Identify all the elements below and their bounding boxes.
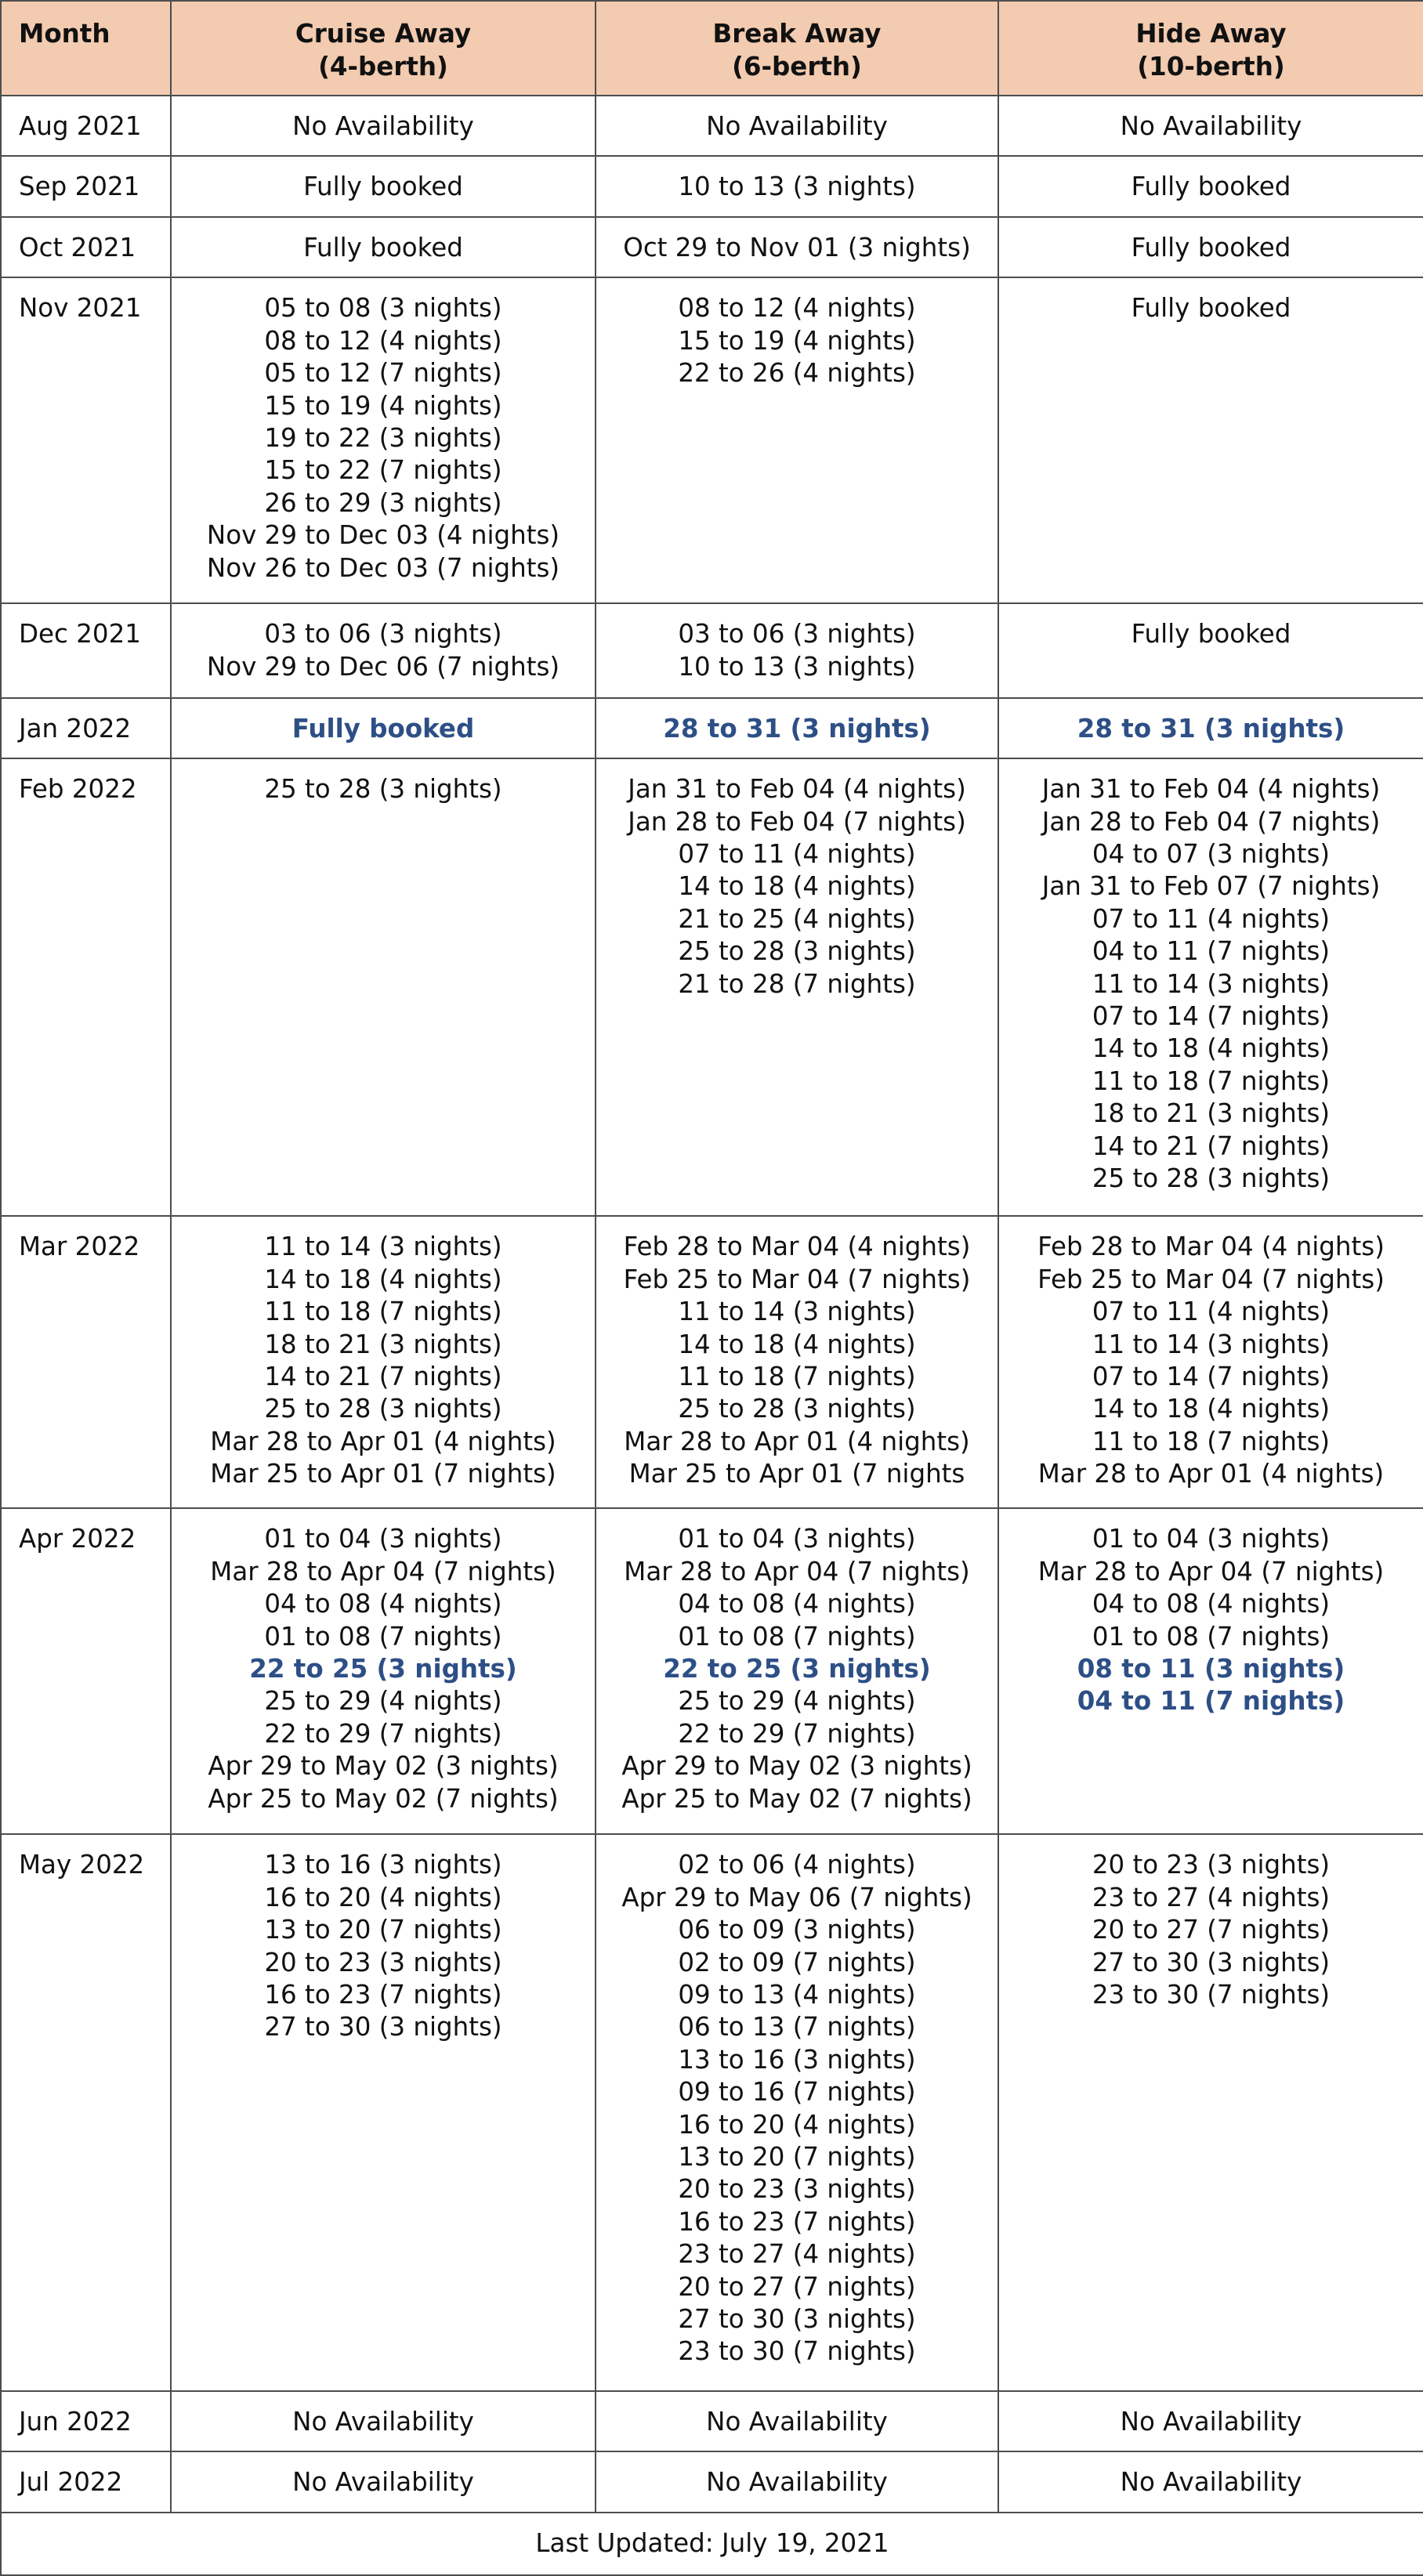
table-row <box>1 1834 1423 2391</box>
date-range: 11 to 14 (3 nights) <box>1092 968 1331 999</box>
date-range: 13 to 16 (3 nights) <box>678 2044 916 2075</box>
date-range: 07 to 11 (4 nights) <box>1092 1297 1331 1327</box>
table-row <box>1 758 1423 1216</box>
availability-cell-break-away <box>596 156 998 216</box>
date-range: 08 to 12 (4 nights) <box>264 325 502 356</box>
date-range: Jan 31 to Feb 04 (4 nights) <box>628 774 966 805</box>
header-row <box>1 1 1423 96</box>
date-range: 06 to 09 (3 nights) <box>678 1915 916 1945</box>
date-range: 20 to 27 (7 nights) <box>1092 1915 1331 1945</box>
date-range: Fully booked <box>303 172 463 202</box>
date-range: Fully booked <box>1131 232 1291 262</box>
date-range: 01 to 04 (3 nights) <box>678 1524 916 1554</box>
date-range: 22 to 26 (4 nights) <box>678 358 916 389</box>
date-range: 25 to 28 (3 nights) <box>264 774 502 805</box>
month-cell: May 2022 <box>1 1834 171 2391</box>
date-range: 25 to 28 (3 nights) <box>264 1394 502 1424</box>
highlighted-date-range: 28 to 31 (3 nights) <box>1077 713 1345 743</box>
highlighted-date-range: 28 to 31 (3 nights) <box>663 713 931 743</box>
date-range: Mar 28 to Apr 04 (7 nights) <box>1037 1556 1385 1586</box>
date-range: 25 to 28 (3 nights) <box>678 936 916 967</box>
date-range: Feb 28 to Mar 04 (4 nights) <box>1037 1232 1385 1262</box>
availability-cell-break-away <box>596 217 998 277</box>
availability-cell-break-away <box>596 1216 998 1508</box>
date-range: 23 to 30 (7 nights) <box>678 2336 916 2367</box>
date-range: Feb 25 to Mar 04 (7 nights) <box>1037 1264 1385 1294</box>
availability-cell-cruise-away <box>171 156 596 216</box>
column-header-hide-away <box>998 1 1423 96</box>
date-range: 06 to 13 (7 nights) <box>678 2012 916 2042</box>
date-range: No Availability <box>706 111 888 141</box>
date-range: 14 to 18 (4 nights) <box>678 871 916 902</box>
availability-cell-cruise-away <box>171 698 596 758</box>
availability-cell-cruise-away <box>171 1508 596 1834</box>
availability-cell-hide-away <box>998 698 1423 758</box>
date-range: 25 to 29 (4 nights) <box>264 1686 502 1717</box>
availability-cell-break-away <box>596 1834 998 2391</box>
highlighted-date-range: 22 to 25 (3 nights) <box>249 1654 517 1684</box>
date-range: Jan 31 to Feb 04 (4 nights) <box>1041 774 1381 805</box>
date-range: 09 to 16 (7 nights) <box>678 2077 916 2107</box>
availability-cell-hide-away <box>998 2451 1423 2513</box>
date-range: 04 to 11 (7 nights) <box>1092 936 1331 967</box>
availability-cell-break-away <box>596 96 998 156</box>
date-range: 07 to 11 (4 nights) <box>1092 903 1331 934</box>
table-row <box>1 96 1423 156</box>
date-range: 16 to 20 (4 nights) <box>678 2109 916 2140</box>
availability-cell-hide-away <box>998 156 1423 216</box>
availability-cell-hide-away <box>998 1216 1423 1508</box>
date-range: 01 to 04 (3 nights) <box>1092 1524 1331 1554</box>
date-range: No Availability <box>292 111 474 141</box>
date-range: 04 to 08 (4 nights) <box>264 1589 502 1619</box>
table-row <box>1 277 1423 603</box>
date-range: Apr 29 to May 02 (3 nights) <box>621 1751 972 1782</box>
date-range: 14 to 21 (7 nights) <box>264 1361 502 1391</box>
availability-cell-hide-away <box>998 217 1423 277</box>
table-row <box>1 1508 1423 1834</box>
availability-cell-hide-away <box>998 277 1423 603</box>
date-range: No Availability <box>1120 2467 1302 2498</box>
availability-cell-cruise-away <box>171 2391 596 2451</box>
date-range: 16 to 20 (4 nights) <box>264 1882 502 1912</box>
date-range: Fully booked <box>1131 293 1291 324</box>
date-range: 09 to 13 (4 nights) <box>678 1980 916 2010</box>
date-range: 11 to 18 (7 nights) <box>1092 1426 1331 1456</box>
month-cell: Apr 2022 <box>1 1508 171 1834</box>
date-range: 16 to 23 (7 nights) <box>264 1980 502 2010</box>
month-cell: Dec 2021 <box>1 603 171 697</box>
date-range: Nov 29 to Dec 06 (7 nights) <box>206 651 560 682</box>
highlighted-date-range: 22 to 25 (3 nights) <box>663 1654 931 1684</box>
date-range: 14 to 21 (7 nights) <box>1092 1131 1331 1161</box>
date-range: 16 to 23 (7 nights) <box>678 2206 916 2237</box>
availability-cell-break-away <box>596 2451 998 2513</box>
date-range: Feb 28 to Mar 04 (4 nights) <box>623 1232 971 1262</box>
date-range: Fully booked <box>1131 172 1291 202</box>
table-row <box>1 698 1423 758</box>
column-header-break-away <box>596 1 998 96</box>
month-cell: Feb 2022 <box>1 758 171 1216</box>
highlighted-date-range: Fully booked <box>291 713 475 743</box>
highlighted-date-range: 04 to 11 (7 nights) <box>1077 1686 1345 1717</box>
date-range: Mar 28 to Apr 01 (4 nights) <box>210 1426 556 1456</box>
date-range: 15 to 19 (4 nights) <box>264 390 502 421</box>
month-cell: Jun 2022 <box>1 2391 171 2451</box>
date-range: Apr 29 to May 02 (3 nights) <box>208 1751 559 1782</box>
date-range: 11 to 18 (7 nights) <box>678 1361 916 1391</box>
date-range: Jan 31 to Feb 07 (7 nights) <box>1041 871 1381 902</box>
month-cell: Oct 2021 <box>1 217 171 277</box>
footer-row <box>1 2513 1423 2575</box>
availability-cell-hide-away <box>998 758 1423 1216</box>
date-range: 25 to 28 (3 nights) <box>678 1394 916 1424</box>
date-range: Nov 29 to Dec 03 (4 nights) <box>206 520 560 551</box>
availability-cell-cruise-away <box>171 2451 596 2513</box>
date-range: 21 to 25 (4 nights) <box>678 903 916 934</box>
date-range: 13 to 20 (7 nights) <box>678 2142 916 2173</box>
column-header-name: Cruise Away <box>295 19 472 49</box>
date-range: 15 to 22 (7 nights) <box>264 455 502 486</box>
date-range: Jan 28 to Feb 04 (7 nights) <box>628 806 966 837</box>
date-range: Mar 28 to Apr 04 (7 nights) <box>210 1556 556 1586</box>
date-range: Nov 26 to Dec 03 (7 nights) <box>206 552 560 583</box>
date-range: 13 to 16 (3 nights) <box>264 1850 502 1880</box>
column-header-berth: (4-berth) <box>318 52 448 81</box>
date-range: Mar 25 to Apr 01 (7 nights <box>628 1459 965 1489</box>
table-row <box>1 603 1423 697</box>
date-range: 18 to 21 (3 nights) <box>1092 1098 1331 1129</box>
date-range: 20 to 23 (3 nights) <box>678 2174 916 2205</box>
date-range: 11 to 18 (7 nights) <box>1092 1065 1331 1096</box>
column-header-name: Hide Away <box>1135 19 1287 49</box>
date-range: 26 to 29 (3 nights) <box>264 487 502 518</box>
date-range: 19 to 22 (3 nights) <box>264 423 502 454</box>
date-range: Mar 28 to Apr 01 (4 nights) <box>624 1426 970 1456</box>
table-row <box>1 2451 1423 2513</box>
date-range: No Availability <box>1120 2406 1302 2437</box>
date-range: Mar 28 to Apr 04 (7 nights) <box>624 1556 970 1586</box>
date-range: 04 to 08 (4 nights) <box>1092 1589 1331 1619</box>
date-range: 02 to 09 (7 nights) <box>678 1947 916 1977</box>
availability-cell-hide-away <box>998 1508 1423 1834</box>
column-header-name: Break Away <box>712 19 882 49</box>
availability-cell-cruise-away <box>171 277 596 603</box>
date-range: 15 to 19 (4 nights) <box>678 325 916 356</box>
date-range: 07 to 11 (4 nights) <box>678 838 916 869</box>
date-range: 08 to 12 (4 nights) <box>678 293 916 324</box>
availability-cell-break-away <box>596 2391 998 2451</box>
month-cell: Nov 2021 <box>1 277 171 603</box>
table-row <box>1 156 1423 216</box>
date-range: 27 to 30 (3 nights) <box>1092 1947 1331 1977</box>
date-range: 18 to 21 (3 nights) <box>264 1329 502 1359</box>
month-cell: Mar 2022 <box>1 1216 171 1508</box>
date-range: No Availability <box>292 2467 474 2498</box>
date-range: No Availability <box>1120 111 1302 141</box>
availability-cell-cruise-away <box>171 217 596 277</box>
date-range: Mar 25 to Apr 01 (7 nights) <box>210 1459 556 1489</box>
date-range: 07 to 14 (7 nights) <box>1092 1361 1331 1391</box>
date-range: 23 to 27 (4 nights) <box>1092 1882 1331 1912</box>
date-range: 25 to 28 (3 nights) <box>1092 1163 1331 1193</box>
date-range: Mar 28 to Apr 01 (4 nights) <box>1037 1459 1385 1489</box>
date-range: 03 to 06 (3 nights) <box>264 619 502 649</box>
date-range: 21 to 28 (7 nights) <box>678 968 916 999</box>
date-range: 14 to 18 (4 nights) <box>1092 1033 1331 1064</box>
date-range: 01 to 08 (7 nights) <box>264 1621 502 1652</box>
date-range: 14 to 18 (4 nights) <box>264 1264 502 1294</box>
date-range: 14 to 18 (4 nights) <box>1092 1394 1331 1424</box>
date-range: No Availability <box>706 2406 888 2437</box>
date-range: 02 to 06 (4 nights) <box>678 1850 916 1880</box>
date-range: Fully booked <box>303 232 463 262</box>
date-range: 01 to 08 (7 nights) <box>1092 1621 1331 1652</box>
availability-cell-break-away <box>596 758 998 1216</box>
month-cell: Jul 2022 <box>1 2451 171 2513</box>
last-updated: Last Updated: July 19, 2021 <box>1 2513 1423 2575</box>
availability-cell-cruise-away <box>171 96 596 156</box>
date-range: 03 to 06 (3 nights) <box>678 619 916 649</box>
date-range: 07 to 14 (7 nights) <box>1092 1000 1331 1031</box>
date-range: Fully booked <box>1131 619 1291 649</box>
date-range: 23 to 27 (4 nights) <box>678 2239 916 2270</box>
highlighted-date-range: 08 to 11 (3 nights) <box>1077 1654 1345 1684</box>
availability-cell-hide-away <box>998 96 1423 156</box>
date-range: 20 to 23 (3 nights) <box>264 1947 502 1977</box>
date-range: 23 to 30 (7 nights) <box>1092 1980 1331 2010</box>
date-range: 11 to 14 (3 nights) <box>264 1232 502 1262</box>
date-range: 20 to 27 (7 nights) <box>678 2271 916 2302</box>
date-range: 04 to 07 (3 nights) <box>1092 838 1331 869</box>
availability-cell-break-away <box>596 1508 998 1834</box>
availability-cell-break-away <box>596 698 998 758</box>
date-range: Apr 29 to May 06 (7 nights) <box>621 1882 972 1912</box>
date-range: 27 to 30 (3 nights) <box>678 2304 916 2335</box>
month-cell: Jan 2022 <box>1 698 171 758</box>
availability-cell-hide-away <box>998 1834 1423 2391</box>
date-range: Apr 25 to May 02 (7 nights) <box>208 1783 559 1814</box>
date-range: 22 to 29 (7 nights) <box>678 1718 916 1749</box>
availability-cell-cruise-away <box>171 1834 596 2391</box>
date-range: 11 to 14 (3 nights) <box>678 1297 916 1327</box>
availability-cell-break-away <box>596 277 998 603</box>
availability-cell-hide-away <box>998 603 1423 697</box>
table-row <box>1 217 1423 277</box>
date-range: 13 to 20 (7 nights) <box>264 1915 502 1945</box>
date-range: 10 to 13 (3 nights) <box>678 172 916 202</box>
date-range: 11 to 18 (7 nights) <box>264 1297 502 1327</box>
availability-cell-cruise-away <box>171 758 596 1216</box>
column-header-month: Month <box>1 1 171 96</box>
date-range: Oct 29 to Nov 01 (3 nights) <box>623 232 971 262</box>
date-range: 10 to 13 (3 nights) <box>678 651 916 682</box>
month-cell: Aug 2021 <box>1 96 171 156</box>
date-range: Apr 25 to May 02 (7 nights) <box>621 1783 972 1814</box>
date-range: 22 to 29 (7 nights) <box>264 1718 502 1749</box>
month-cell: Sep 2021 <box>1 156 171 216</box>
date-range: 25 to 29 (4 nights) <box>678 1686 916 1717</box>
column-header-cruise-away <box>171 1 596 96</box>
date-range: 01 to 08 (7 nights) <box>678 1621 916 1652</box>
date-range: 14 to 18 (4 nights) <box>678 1329 916 1359</box>
date-range: 11 to 14 (3 nights) <box>1092 1329 1331 1359</box>
date-range: No Availability <box>706 2467 888 2498</box>
availability-cell-break-away <box>596 603 998 697</box>
column-header-berth: (6-berth) <box>732 52 862 81</box>
date-range: 05 to 08 (3 nights) <box>264 293 502 324</box>
date-range: 20 to 23 (3 nights) <box>1092 1850 1331 1880</box>
date-range: Jan 28 to Feb 04 (7 nights) <box>1041 806 1381 837</box>
column-header-berth: (10-berth) <box>1137 52 1285 81</box>
date-range: 01 to 04 (3 nights) <box>264 1524 502 1554</box>
availability-cell-cruise-away <box>171 1216 596 1508</box>
date-range: Feb 25 to Mar 04 (7 nights) <box>623 1264 971 1294</box>
date-range: 05 to 12 (7 nights) <box>264 358 502 389</box>
date-range: 04 to 08 (4 nights) <box>678 1589 916 1619</box>
date-range: 27 to 30 (3 nights) <box>264 2012 502 2042</box>
table-row <box>1 2391 1423 2451</box>
date-range: No Availability <box>292 2406 474 2437</box>
table-row <box>1 1216 1423 1508</box>
availability-cell-cruise-away <box>171 603 596 697</box>
availability-cell-hide-away <box>998 2391 1423 2451</box>
